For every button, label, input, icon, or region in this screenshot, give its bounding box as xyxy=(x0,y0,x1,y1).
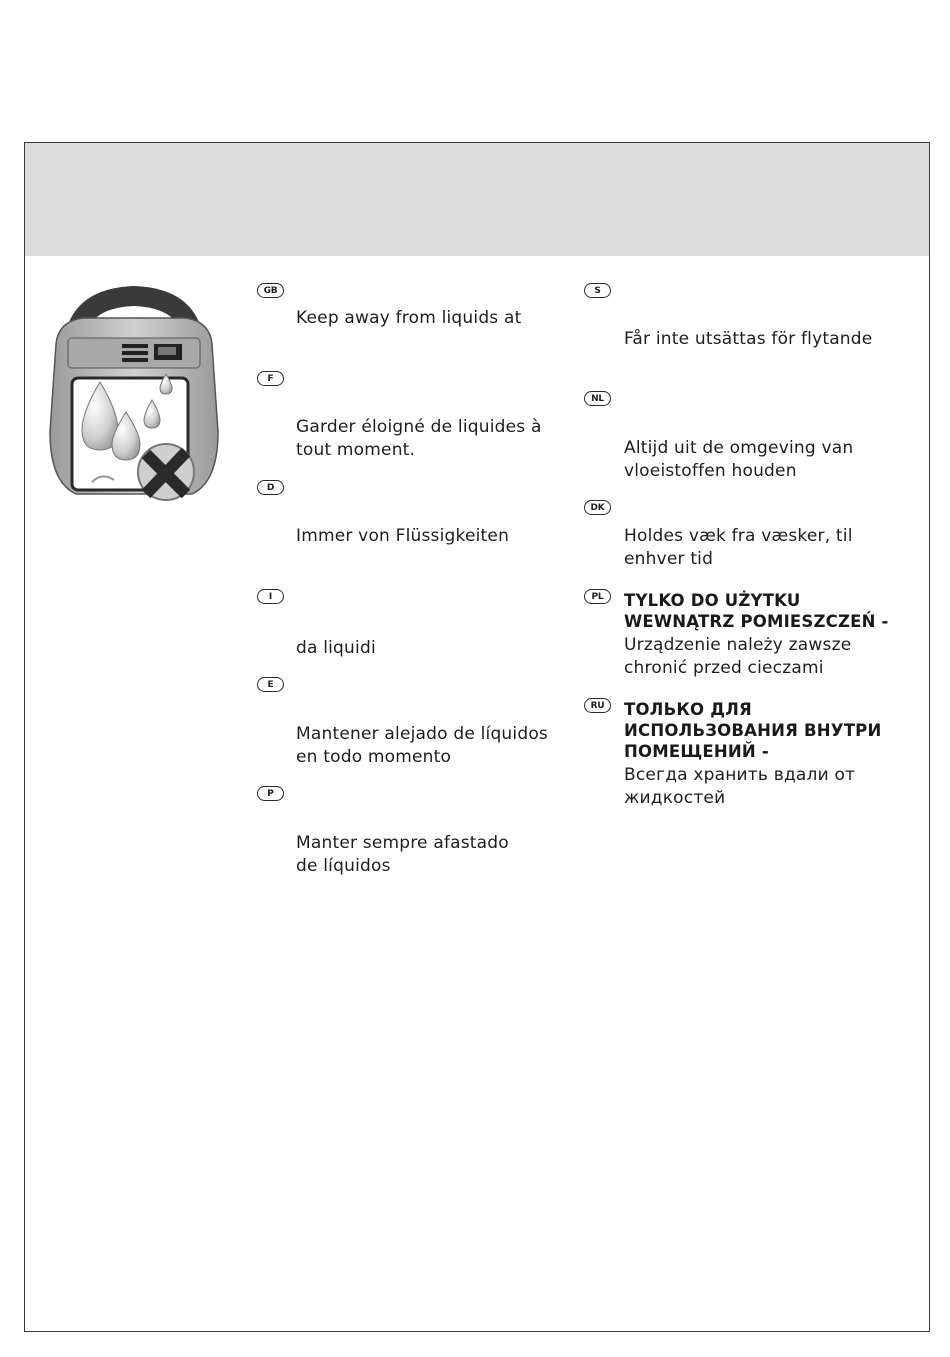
lang-badge-f: F xyxy=(257,371,284,386)
pl-heading-line1: TYLKO DO UŻYTKU xyxy=(624,591,801,610)
lang-badge-ru: RU xyxy=(584,698,611,713)
ru-heading-line3: ПОМЕЩЕНИЙ - xyxy=(624,742,769,761)
lang-badge-dk: DK xyxy=(584,500,611,515)
lang-badge-gb: GB xyxy=(257,283,284,298)
p-text-line2: de líquidos xyxy=(296,856,391,876)
f-text-line2: tout moment. xyxy=(296,440,416,460)
pl-heading-line2: WEWNĄTRZ POMIESZCZEŃ - xyxy=(624,612,889,631)
lang-badge-nl: NL xyxy=(584,391,611,406)
e-text-line2: en todo momento xyxy=(296,747,452,767)
ru-heading-line2: ИСПОЛЬЗОВАНИЯ ВНУТРИ xyxy=(624,721,882,740)
f-text-line1: Garder éloigné de liquides à xyxy=(296,417,542,437)
d-text: Immer von Flüssigkeiten xyxy=(296,526,510,546)
dk-text-line1: Holdes væk fra væsker, til xyxy=(624,526,853,546)
nl-text-line1: Altijd uit de omgeving van xyxy=(624,438,854,458)
lang-badge-pl: PL xyxy=(584,589,611,604)
nl-text-line2: vloeistoffen houden xyxy=(624,461,797,481)
dk-text-line2: enhver tid xyxy=(624,549,714,569)
e-text-line1: Mantener alejado de líquidos xyxy=(296,724,548,744)
lang-badge-s: S xyxy=(584,283,611,298)
lang-badge-e: E xyxy=(257,677,284,692)
s-text: Får inte utsättas för flytande xyxy=(624,329,873,349)
i-text: da liquidi xyxy=(296,638,376,658)
keep-away-from-liquids-icon xyxy=(42,282,226,506)
lang-badge-i: I xyxy=(257,589,284,604)
pl-text-line2: chronić przed cieczami xyxy=(624,658,824,678)
lang-badge-p: P xyxy=(257,786,284,801)
gb-text: Keep away from liquids at xyxy=(296,308,522,328)
p-text-line1: Manter sempre afastado xyxy=(296,833,509,853)
ru-text-line2: жидкостей xyxy=(624,788,726,808)
ru-heading-line1: ТОЛЬКО ДЛЯ xyxy=(624,700,752,719)
ru-text-line1: Всегда хранить вдали от xyxy=(624,765,856,785)
lang-badge-d: D xyxy=(257,480,284,495)
pl-text-line1: Urządzenie należy zawsze xyxy=(624,635,852,655)
header-band xyxy=(25,143,929,256)
